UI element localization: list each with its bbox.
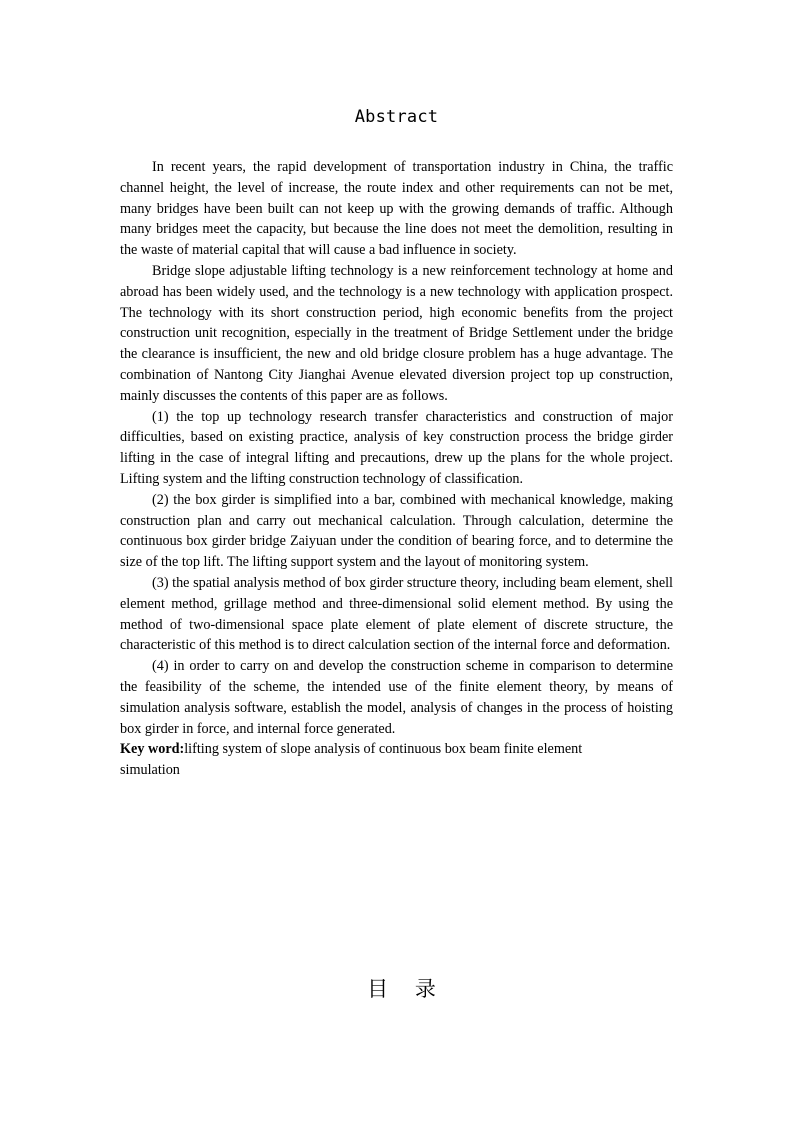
abstract-paragraph-3: (1) the top up technology research transfer characteristics and construction of major difficulties, based on existing practice, analysis of key construction process the bridge girder lifting in the case of integral lifting and precautions, drew up the plans for the whole project. Lifting system and the lifting construction technology of classification. xyxy=(120,408,673,487)
keywords-label: Key word: xyxy=(120,741,185,758)
abstract-body xyxy=(120,157,673,781)
abstract-title: Abstract xyxy=(354,107,439,127)
table-of-contents-title: 目 录 xyxy=(367,977,446,1001)
keywords-line xyxy=(120,739,673,781)
abstract-paragraph-6: (4) in order to carry on and develop the construction scheme in comparison to determine the feasibility of the scheme, the intended use of the finite element theory, by means of simulation analysis software, establish the model, analysis of changes in the process of hoisting box girder in force, and internal force generated. xyxy=(120,658,673,737)
abstract-paragraph-4: (2) the box girder is simplified into a bar, combined with mechanical knowledge, making construction plan and carry out mechanical calculation. Through calculation, determine the continuous box girder bridge Zaiyuan under the condition of bearing force, and to determine the size of the top lift. The lifting support system and the layout of monitoring system. xyxy=(120,491,673,571)
abstract-paragraph-1: In recent years, the rapid development of transportation industry in China, the traffic channel height, the level of increase, the route index and other requirements can not be met, many bridges have been built can not keep up with the growing demands of traffic. Although many bridges meet the capacity, but because the line does not meet the demolition, resulting in the waste of material capital that will cause a bad influence in society. xyxy=(120,159,673,259)
abstract-paragraph-2: Bridge slope adjustable lifting technology is a new reinforcement technology at home and abroad has been widely used, and the technology is a new technology with application prospect. The technology with its short construction period, high economic benefits from the project construction unit recognition, especially in the treatment of Bridge Settlement under the bridge the clearance is insufficient, the new and old bridge closure problem has a huge advantage. The combination of Nantong City Jianghai Avenue elevated diversion project top up construction, mainly discusses the contents of this paper are as follows. xyxy=(120,262,673,404)
keywords-text: lifting system of slope analysis of continuous box beam finite element simulation xyxy=(120,741,583,779)
abstract-paragraph-5: (3) the spatial analysis method of box girder structure theory, including beam element, shell element method, grillage method and three-dimensional solid element method. By using the method of two-dimensional space plate element of plate element of discrete structure, the characteristic of this method is to direct calculation section of the internal force and deformation. xyxy=(120,574,673,654)
